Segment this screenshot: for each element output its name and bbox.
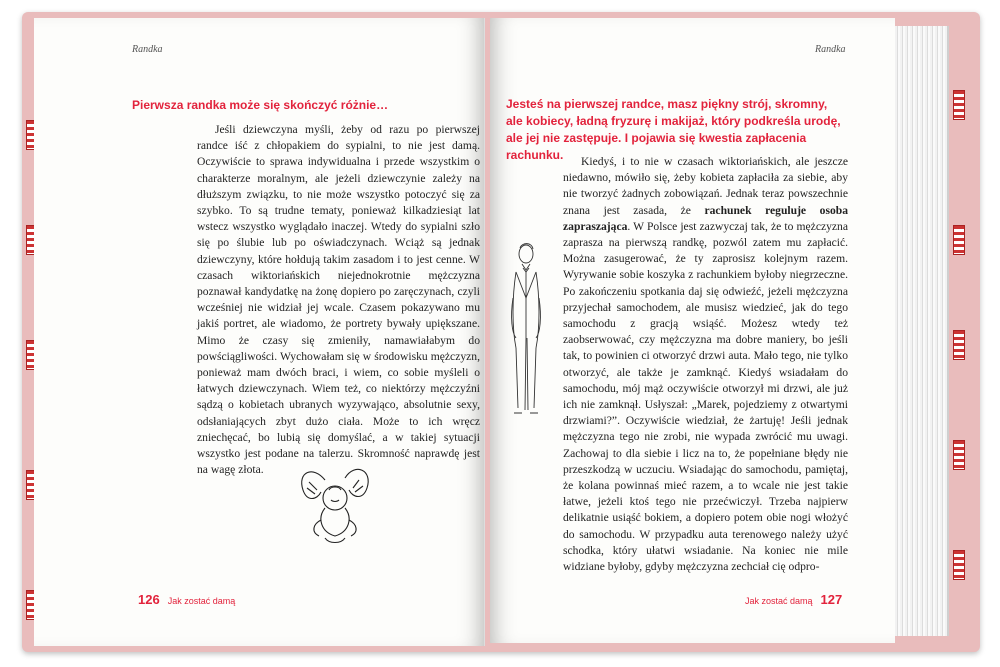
running-head-left: Randka	[132, 44, 163, 55]
cherub-illustration	[295, 460, 375, 550]
left-paragraph: Jeśli dziewczyna myśli, żeby od razu po pierwszej randce iść z chłopakiem do sypialni, to nie jest damą. Oczywiście to sprawa indywidualna i przede wszystkim o charakterze moralnym, ale jeżeli dziewczynie zależy na dłuższym związku, to nie może wszystko potoczyć się za szybko. To są trudne tematy, ponieważ kilkadziesiąt lat wstecz wszystko wyglądało inaczej. Wtedy do sypialni szło się po ślubie lub po oświadczynach. Wciąż są jednak dziewczyny, które hołdują takim zasadom i to jest cenne. W czasach wiktoriańskich niejednokrotnie mężczyzna poznawał kandydatkę na żonę dopiero po zaręczynach, czyli wcześniej nie widział jej wcale. Czasem pokazywano mu jakiś portret, ale wiadomo, że portrety bywały upiększane. Mimo że czasy się zmieniły, namawiałabym do powściągliwości. Wychowałam się w środowisku mężczyzn, ponieważ mam dwóch braci, i wiem, co sobie myśleli o łatwych dziewczynach. Wiem też, co niektórzy mężczyźni sądzą o kobietach ubranych wyzywająco, absolutnie sexy, odsłaniających zbyt dużo ciała. Może to ich wręcz zniechęcać, bo lubią się domyślać, a w takiej sytuacji wszystko jest podane na talerzu. Skromność naprawdę jest na wagę złota.	[197, 123, 480, 477]
left-footer-title: Jak zostać damą	[167, 596, 236, 606]
right-folio	[745, 592, 850, 607]
left-page-number: 126	[138, 592, 160, 607]
right-page-number: 127	[820, 592, 843, 607]
gentleman-sketch-illustration	[508, 238, 544, 428]
right-paragraph-part-1: Kiedyś, i to nie w czasach wiktoriańskich, ale jeszcze niedawno, mówiło się, żeby kobieta zapłaciła za siebie, aby nie tworzyć żadnych zobowiązań. Jednak teraz powszechnie znana jest zasada, że	[563, 155, 848, 217]
cover-ornament	[953, 330, 965, 360]
right-section-heading: Jesteś na pierwszej randce, masz piękny strój, skromny, ale kobiecy, ładną fryzurę i makijaż, który podkreśla urodę, ale jej nie zastępuje. I pojawia się kwestia zapłacenia rachunku.	[506, 97, 841, 162]
left-folio	[130, 592, 235, 607]
right-paragraph-part-2: . W Polsce jest zazwyczaj tak, że to mężczyzna zaprasza na pierwszą randkę, pozwól zatem mu zapłacić. Można zasugerować, że ty zaprosisz kolejnym razem. Wyrywanie sobie koszyka z rachunkiem byłoby niegrzeczne. Po zakończeniu spotkania daj się odwieźć, jeżeli mężczyzna przyjechał samochodem, ale musisz wiedzieć, jak do tego samochodu z gracją wsiąść. Możesz wtedy też zaobserwować, czy mężczyzna ma dobre maniery, bo jeśli tak, to powinien ci otworzyć drzwi auta. Mało tego, nie tylko otworzyć, ale także je zamknąć. Kiedyś wsiadałam do samochodu, mój mąż oczywiście otworzył mi drzwi, ale już ich nie zamknął. Usłyszał: „Marek, pojedziemy z otwartymi drzwiami?”. Oczywiście wiedział, że żartuję! Jeśli jednak mężczyzna tego nie zrobi, nie wypada zwrócić mu uwagi. Zachowaj to dla siebie i licz na to, że popełniane błędy nie przeszkodzą w uczuciu. Wsiadając do samochodu, pamiętaj, że kolana powinnaś mieć razem, a to wcale nie jest takie łatwe, jeżeli ktoś tego nie przećwiczył. Trzeba najpierw delikatnie usiąść bokiem, a dopiero potem obie nogi włożyć do samochodu. W przypadku auta terenowego należy użyć schodka, który ułatwi wsiadanie. Na koniec nie mile widziane byłoby, gdyby mężczyzna zechciał cię odpro-	[563, 219, 848, 574]
right-paragraph-bold: rachunek reguluje osoba zapraszająca	[563, 203, 848, 233]
right-paragraph	[563, 154, 848, 575]
cover-ornament	[953, 225, 965, 255]
cover-ornament	[953, 90, 965, 120]
right-footer-title: Jak zostać damą	[745, 596, 813, 606]
cover-ornament	[953, 440, 965, 470]
page-edges	[895, 26, 949, 636]
cover-ornament	[953, 550, 965, 580]
running-head-right: Randka	[815, 44, 846, 55]
right-body-text	[563, 154, 848, 575]
left-section-heading: Pierwsza randka może się skończyć różnie…	[132, 98, 389, 112]
left-body-text	[197, 122, 480, 478]
